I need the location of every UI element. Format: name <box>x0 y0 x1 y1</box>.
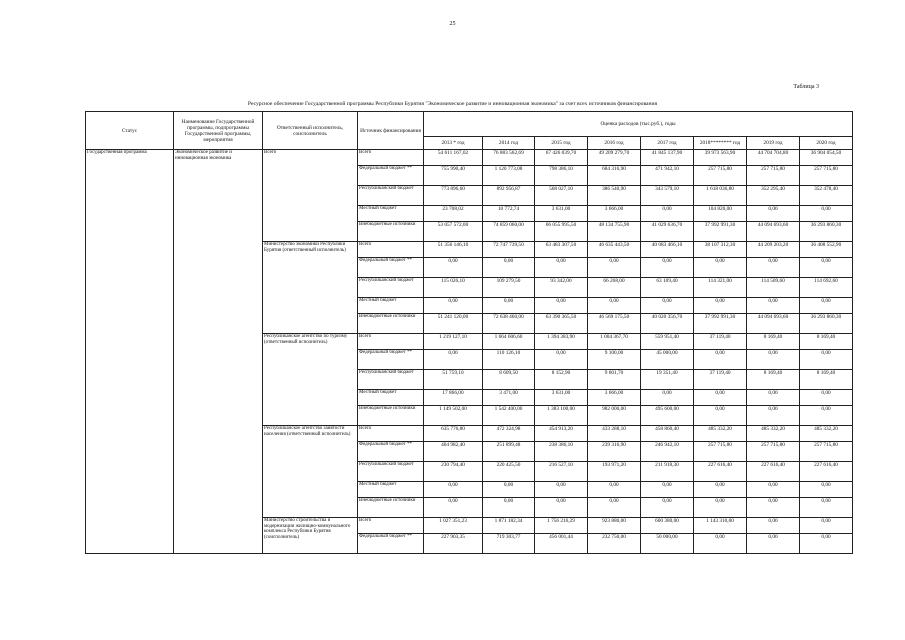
value-cell: 1 871 182,34 <box>483 518 535 534</box>
header-program: Наименование Государственной программы, подпрограммы Государственной программы, мероприятия <box>174 112 263 150</box>
value-cell: 8 152,90 <box>535 370 588 390</box>
value-cell: 37 992 991,30 <box>694 314 747 334</box>
source-cell: Республиканский бюджет <box>358 186 424 206</box>
source-cell: Федеральный бюджет ** <box>358 258 424 278</box>
value-cell: 227 903,35 <box>424 534 483 554</box>
value-cell: 559 951,40 <box>641 334 694 350</box>
value-cell: 982 000,00 <box>588 406 641 426</box>
value-cell: 3 631,00 <box>535 206 588 222</box>
source-cell: Внебюджетные источники <box>358 498 424 518</box>
value-cell: 114 692,60 <box>800 278 853 298</box>
value-cell: 63 483 307,50 <box>535 242 588 258</box>
value-cell: 343 579,10 <box>641 186 694 206</box>
value-cell: 600 380,00 <box>641 518 694 534</box>
value-cell: 40 083 466,10 <box>641 242 694 258</box>
value-cell: 51 356 146,10 <box>424 242 483 258</box>
value-cell: 46 569 175,50 <box>588 314 641 334</box>
value-cell: 0,00 <box>535 258 588 278</box>
value-cell: 798 386,10 <box>535 166 588 186</box>
value-cell: 0,00 <box>800 390 853 406</box>
value-cell: 44 704 704,80 <box>747 150 800 166</box>
header-year: 2018******** год <box>694 137 747 150</box>
header-executor: Ответственный исполнитель, соисполнитель <box>263 112 358 150</box>
value-cell: 257 715,80 <box>747 166 800 186</box>
value-cell: 456 001,44 <box>535 534 588 554</box>
value-cell: 67 426 039,70 <box>535 150 588 166</box>
value-cell: 472 324,98 <box>483 426 535 442</box>
value-cell: 37 119,40 <box>694 370 747 390</box>
value-cell: 923 880,00 <box>588 518 641 534</box>
source-cell: Республиканский бюджет <box>358 462 424 482</box>
value-cell: 0,00 <box>535 298 588 314</box>
value-cell: 41 029 636,70 <box>641 222 694 242</box>
source-cell: Местный бюджет <box>358 482 424 498</box>
value-cell: 0,00 <box>694 482 747 498</box>
value-cell: 0,00 <box>424 498 483 518</box>
value-cell: 0,00 <box>588 258 641 278</box>
value-cell: 0,00 <box>424 298 483 314</box>
value-cell: 0,00 <box>800 350 853 370</box>
value-cell: 0,00 <box>483 482 535 498</box>
source-cell: Внебюджетные источники <box>358 314 424 334</box>
header-year: 2017 год <box>641 137 694 150</box>
value-cell: 74 859 060,00 <box>483 222 535 242</box>
value-cell: 892 956,87 <box>483 186 535 206</box>
value-cell: 1 004 367,70 <box>588 334 641 350</box>
value-cell: 0,00 <box>424 258 483 278</box>
executor-cell: Министерство строительства и модернизации жилищно-коммунального комплекса Республики Бурятия (соисполнитель) <box>263 518 358 554</box>
value-cell: 0,00 <box>747 482 800 498</box>
value-cell: 3 471,00 <box>483 390 535 406</box>
page-number: 25 <box>449 21 456 27</box>
value-cell: 114 321,00 <box>694 278 747 298</box>
value-cell: 0,00 <box>800 258 853 278</box>
value-cell: 0,00 <box>535 498 588 518</box>
value-cell: 3 666,00 <box>588 390 641 406</box>
table-caption: Ресурсное обеспечение Государственной программы Республики Бурятия "Экономическое развитие и инновационная экономика" за счет всех источников финансирования <box>247 101 658 107</box>
value-cell: 495 600,00 <box>641 406 694 426</box>
source-cell: Федеральный бюджет ** <box>358 442 424 462</box>
value-cell: 0,00 <box>535 350 588 370</box>
value-cell: 0,00 <box>747 298 800 314</box>
value-cell: 216 527,10 <box>535 462 588 482</box>
value-cell: 684 316,90 <box>588 166 641 186</box>
header-year: 2014 год <box>483 137 535 150</box>
value-cell: 0,00 <box>694 350 747 370</box>
value-cell: 0,00 <box>694 498 747 518</box>
value-cell: 110 126,10 <box>483 350 535 370</box>
value-cell: 257 715,80 <box>694 442 747 462</box>
value-cell: 0,00 <box>483 258 535 278</box>
value-cell: 1 618 036,80 <box>694 186 747 206</box>
value-cell: 568 027,10 <box>535 186 588 206</box>
header-year: 2016 год <box>588 137 641 150</box>
value-cell: 66 268,00 <box>588 278 641 298</box>
value-cell: 0,00 <box>800 518 853 534</box>
value-cell: 238 386,10 <box>535 442 588 462</box>
value-cell: 0,00 <box>800 406 853 426</box>
value-cell: 0,00 <box>747 406 800 426</box>
value-cell: 251 899,48 <box>483 442 535 462</box>
value-cell: 0,00 <box>747 498 800 518</box>
value-cell: 0,00 <box>588 498 641 518</box>
source-cell: Всего <box>358 150 424 166</box>
source-cell: Всего <box>358 518 424 534</box>
value-cell: 44 094 693,60 <box>747 222 800 242</box>
value-cell: 352 295,40 <box>747 186 800 206</box>
value-cell: 404 982,40 <box>424 442 483 462</box>
value-cell: 104 820,00 <box>694 206 747 222</box>
source-cell: Республиканский бюджет <box>358 370 424 390</box>
value-cell: 485 332,20 <box>747 426 800 442</box>
value-cell: 0,00 <box>800 298 853 314</box>
header-source: Источник финансирования <box>358 112 424 150</box>
value-cell: 0,00 <box>424 482 483 498</box>
value-cell: 227 616,40 <box>747 462 800 482</box>
value-cell: 53 057 572,00 <box>424 222 483 242</box>
value-cell: 36 293 860,30 <box>800 222 853 242</box>
value-cell: 0,00 <box>694 390 747 406</box>
value-cell: 44 209 203,20 <box>747 242 800 258</box>
header-estimate: Оценка расходов (тыс.руб.), годы <box>424 112 853 137</box>
value-cell: 0,00 <box>535 482 588 498</box>
source-cell: Всего <box>358 334 424 350</box>
value-cell: 471 942,10 <box>641 166 694 186</box>
value-cell: 0,00 <box>588 482 641 498</box>
value-cell: 54 611 167,02 <box>424 150 483 166</box>
resource-table <box>85 111 853 554</box>
value-cell: 44 094 693,60 <box>747 314 800 334</box>
value-cell: 8 169,40 <box>747 334 800 350</box>
value-cell: 8 169,40 <box>800 334 853 350</box>
value-cell: 63 109,40 <box>641 278 694 298</box>
value-cell: 773 896,60 <box>424 186 483 206</box>
table-row <box>86 150 853 166</box>
source-cell: Федеральный бюджет ** <box>358 534 424 554</box>
value-cell: 1 027 351,23 <box>424 518 483 534</box>
source-cell: Федеральный бюджет ** <box>358 350 424 370</box>
value-cell: 352 478,40 <box>800 186 853 206</box>
value-cell: 8 609,50 <box>483 370 535 390</box>
value-cell: 3 631,00 <box>535 390 588 406</box>
source-cell: Федеральный бюджет ** <box>358 166 424 186</box>
value-cell: 230 794,40 <box>424 462 483 482</box>
value-cell: 38 107 312,30 <box>694 242 747 258</box>
value-cell: 227 616,40 <box>800 462 853 482</box>
value-cell: 51 759,10 <box>424 370 483 390</box>
value-cell: 0,00 <box>641 498 694 518</box>
value-cell: 36 408 552,90 <box>800 242 853 258</box>
value-cell: 0,00 <box>694 298 747 314</box>
value-cell: 76 883 562,69 <box>483 150 535 166</box>
executor-cell: Республиканское агентство по туризму (ответственный исполнитель) <box>263 334 358 426</box>
value-cell: 9 601,70 <box>588 370 641 390</box>
value-cell: 46 635 443,50 <box>588 242 641 258</box>
value-cell: 1 664 606,60 <box>483 334 535 350</box>
value-cell: 0,00 <box>747 206 800 222</box>
executor-cell: Всего <box>263 150 358 242</box>
value-cell: 8 169,40 <box>747 370 800 390</box>
value-cell: 1 149 502,00 <box>424 406 483 426</box>
value-cell: 10 772,74 <box>483 206 535 222</box>
value-cell: 39 973 563,90 <box>694 150 747 166</box>
value-cell: 72 747 739,50 <box>483 242 535 258</box>
value-cell: 386 540,90 <box>588 186 641 206</box>
value-cell: 37 119,40 <box>694 334 747 350</box>
value-cell: 239 316,90 <box>588 442 641 462</box>
value-cell: 0,00 <box>747 390 800 406</box>
header-year: 2013 * год <box>424 137 483 150</box>
executor-cell: Республиканское агентство занятости населения (ответственный исполнитель) <box>263 426 358 518</box>
value-cell: 19 351,40 <box>641 370 694 390</box>
value-cell: 485 332,20 <box>800 426 853 442</box>
value-cell: 1 383 100,00 <box>535 406 588 426</box>
source-cell: Всего <box>358 242 424 258</box>
value-cell: 0,00 <box>641 206 694 222</box>
value-cell: 227 616,40 <box>694 462 747 482</box>
value-cell: 51 241 120,00 <box>424 314 483 334</box>
source-cell: Внебюджетные источники <box>358 406 424 426</box>
value-cell: 257 715,80 <box>747 442 800 462</box>
value-cell: 40 020 356,70 <box>641 314 694 334</box>
value-cell: 0,00 <box>641 258 694 278</box>
value-cell: 1 143 310,00 <box>694 518 747 534</box>
value-cell: 755 990,40 <box>424 166 483 186</box>
page-cutoff <box>0 572 905 640</box>
value-cell: 0,00 <box>800 206 853 222</box>
source-cell: Местный бюджет <box>358 206 424 222</box>
value-cell: 454 913,20 <box>535 426 588 442</box>
value-cell: 1 394 383,90 <box>535 334 588 350</box>
value-cell: 114 509,60 <box>747 278 800 298</box>
value-cell: 220 425,50 <box>483 462 535 482</box>
value-cell: 257 715,80 <box>694 166 747 186</box>
table-label: Таблица 3 <box>793 84 819 90</box>
value-cell: 433 288,10 <box>588 426 641 442</box>
header-status: Статус <box>86 112 174 150</box>
value-cell: 23 708,02 <box>424 206 483 222</box>
value-cell: 49 209 279,70 <box>588 150 641 166</box>
value-cell: 1 756 216,29 <box>535 518 588 534</box>
value-cell: 635 776,80 <box>424 426 483 442</box>
value-cell: 257 715,80 <box>800 442 853 462</box>
value-cell: 63 390 365,50 <box>535 314 588 334</box>
value-cell: 37 992 991,30 <box>694 222 747 242</box>
value-cell: 719 303,77 <box>483 534 535 554</box>
program-cell: Экономическое развитие и инновационная экономика <box>174 150 263 554</box>
value-cell: 257 715,80 <box>800 166 853 186</box>
value-cell: 0,00 <box>641 298 694 314</box>
executor-cell: Министерство экономики Республики Бурятия (ответственный исполнитель) <box>263 242 358 334</box>
value-cell: 1 542 400,00 <box>483 406 535 426</box>
value-cell: 9 100,00 <box>588 350 641 370</box>
value-cell: 1 120 773,08 <box>483 166 535 186</box>
value-cell: 211 918,30 <box>641 462 694 482</box>
source-cell: Внебюджетные источники <box>358 222 424 242</box>
value-cell: 0,00 <box>483 498 535 518</box>
value-cell: 0,00 <box>800 534 853 554</box>
value-cell: 0,00 <box>588 298 641 314</box>
value-cell: 0,00 <box>747 518 800 534</box>
source-cell: Всего <box>358 426 424 442</box>
value-cell: 0,00 <box>800 498 853 518</box>
value-cell: 115 026,10 <box>424 278 483 298</box>
status-cell: Государственная программа <box>86 150 174 554</box>
value-cell: 48 134 755,90 <box>588 222 641 242</box>
value-cell: 0,00 <box>424 350 483 370</box>
value-cell: 45 000,00 <box>641 350 694 370</box>
value-cell: 246 942,10 <box>641 442 694 462</box>
value-cell: 17 866,00 <box>424 390 483 406</box>
value-cell: 0,00 <box>747 534 800 554</box>
value-cell: 0,00 <box>694 534 747 554</box>
value-cell: 0,00 <box>694 258 747 278</box>
value-cell: 66 055 995,50 <box>535 222 588 242</box>
value-cell: 0,00 <box>747 350 800 370</box>
value-cell: 232 750,00 <box>588 534 641 554</box>
value-cell: 3 666,00 <box>588 206 641 222</box>
header-year: 2015 год <box>535 137 588 150</box>
value-cell: 50 000,00 <box>641 534 694 554</box>
value-cell: 109 279,50 <box>483 278 535 298</box>
header-year: 2019 год <box>747 137 800 150</box>
value-cell: 93 342,00 <box>535 278 588 298</box>
source-cell: Местный бюджет <box>358 390 424 406</box>
value-cell: 8 169,40 <box>800 370 853 390</box>
value-cell: 0,00 <box>483 298 535 314</box>
source-cell: Республиканский бюджет <box>358 278 424 298</box>
value-cell: 0,00 <box>800 482 853 498</box>
value-cell: 0,00 <box>747 258 800 278</box>
value-cell: 0,00 <box>641 390 694 406</box>
value-cell: 72 638 460,00 <box>483 314 535 334</box>
value-cell: 485 332,20 <box>694 426 747 442</box>
header-year: 2020 год <box>800 137 853 150</box>
source-cell: Местный бюджет <box>358 298 424 314</box>
value-cell: 0,00 <box>641 482 694 498</box>
value-cell: 36 904 054,50 <box>800 150 853 166</box>
table-body <box>86 150 853 554</box>
value-cell: 0,00 <box>694 406 747 426</box>
value-cell: 36 293 860,30 <box>800 314 853 334</box>
value-cell: 458 860,40 <box>641 426 694 442</box>
value-cell: 193 971,20 <box>588 462 641 482</box>
value-cell: 1 219 127,10 <box>424 334 483 350</box>
value-cell: 41 845 137,90 <box>641 150 694 166</box>
